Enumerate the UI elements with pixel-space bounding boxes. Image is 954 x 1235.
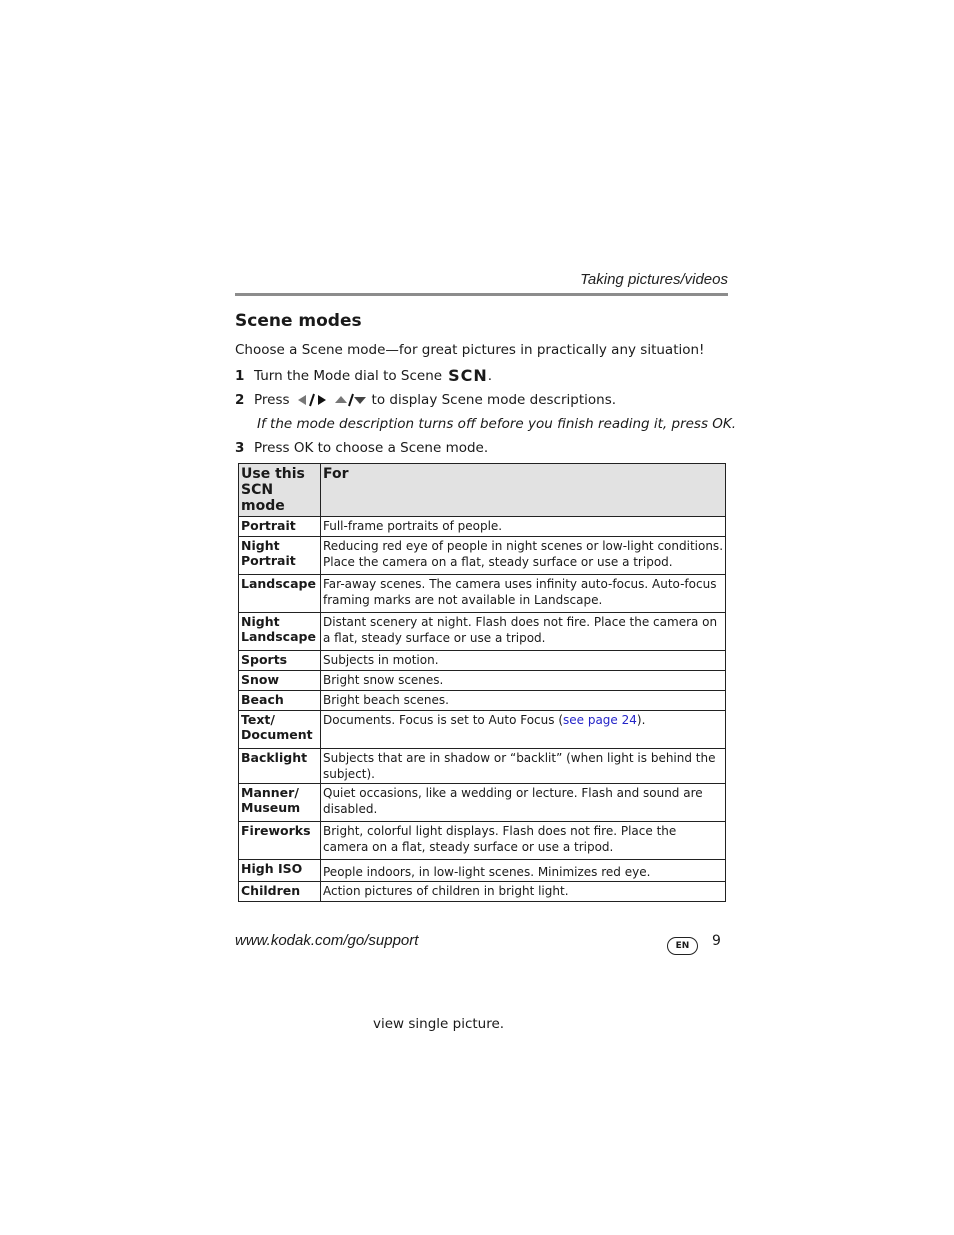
scene-modes-table xyxy=(238,463,726,902)
mode-description: People indoors, in low-light scenes. Minimizes red eye. xyxy=(321,860,726,882)
mode-description: Action pictures of children in bright light. xyxy=(321,882,726,902)
stray-text: view single picture. xyxy=(373,1016,505,1032)
mode-name: Children xyxy=(239,882,321,902)
table-header-row xyxy=(239,464,726,517)
step-suffix: . xyxy=(487,367,493,384)
mode-name: Text/ Document xyxy=(239,711,321,749)
step-number: 2 xyxy=(235,392,245,408)
header-rule xyxy=(235,293,728,296)
step-text: Press OK to choose a Scene mode. xyxy=(254,440,489,456)
scn-mode-icon: SCN xyxy=(448,366,488,385)
table-row xyxy=(239,575,726,613)
mode-name: Snow xyxy=(239,671,321,691)
table-row xyxy=(239,651,726,671)
mode-description: Full-frame portraits of people. xyxy=(321,517,726,537)
table-row xyxy=(239,671,726,691)
see-page-link[interactable]: see page 24 xyxy=(563,713,637,727)
left-right-arrows-icon xyxy=(298,393,326,407)
step-2 xyxy=(235,392,616,408)
column-header-mode: Use this SCN mode xyxy=(239,464,321,517)
mode-name: Beach xyxy=(239,691,321,711)
table-row xyxy=(239,822,726,860)
mode-description: Subjects that are in shadow or “backlit” (when light is behind the subject). xyxy=(321,749,726,784)
column-header-for: For xyxy=(321,464,726,517)
mode-description: Quiet occasions, like a wedding or lecture. Flash and sound are disabled. xyxy=(321,784,726,822)
mode-description: Subjects in motion. xyxy=(321,651,726,671)
mode-name: Night Portrait xyxy=(239,537,321,575)
mode-description: Bright beach scenes. xyxy=(321,691,726,711)
table-row xyxy=(239,860,726,882)
table-row xyxy=(239,613,726,651)
mode-name: Manner/ Museum xyxy=(239,784,321,822)
table-row xyxy=(239,882,726,902)
step-number: 3 xyxy=(235,440,245,456)
mode-description: Bright, colorful light displays. Flash does not fire. Place the camera on a flat, steady surface or use a tripod. xyxy=(321,822,726,860)
mode-name: Portrait xyxy=(239,517,321,537)
language-badge: EN xyxy=(667,937,698,955)
page-title: Scene modes xyxy=(235,311,362,331)
step-3 xyxy=(235,440,488,456)
step-note: If the mode description turns off before you finish reading it, press OK. xyxy=(257,416,737,432)
table-row xyxy=(239,517,726,537)
mode-description: Distant scenery at night. Flash does not fire. Place the camera on a flat, steady surface or use a tripod. xyxy=(321,613,726,651)
table-row xyxy=(239,749,726,784)
table-row xyxy=(239,784,726,822)
mode-description xyxy=(321,711,726,749)
table-row xyxy=(239,537,726,575)
description-text-end: ). xyxy=(636,713,646,727)
step-1 xyxy=(235,366,492,385)
table-row xyxy=(239,691,726,711)
mode-name: Night Landscape xyxy=(239,613,321,651)
mode-name: Fireworks xyxy=(239,822,321,860)
step-suffix: to display Scene mode descriptions. xyxy=(371,392,617,408)
mode-description: Far-away scenes. The camera uses infinity auto-focus. Auto-focus framing marks are not available in Landscape. xyxy=(321,575,726,613)
mode-name: High ISO xyxy=(239,860,321,882)
step-number: 1 xyxy=(235,367,245,384)
mode-name: Sports xyxy=(239,651,321,671)
step-prefix: Press xyxy=(254,392,290,408)
up-down-arrows-icon xyxy=(334,393,366,407)
intro-text: Choose a Scene mode—for great pictures in practically any situation! xyxy=(235,342,705,358)
running-header: Taking pictures/videos xyxy=(580,271,728,288)
mode-name: Landscape xyxy=(239,575,321,613)
page-number: 9 xyxy=(712,933,721,949)
mode-description: Bright snow scenes. xyxy=(321,671,726,691)
mode-description: Reducing red eye of people in night scenes or low-light conditions. Place the camera on a flat, steady surface or use a tripod. xyxy=(321,537,726,575)
support-url-link[interactable]: www.kodak.com/go/support xyxy=(235,932,419,949)
step-text: Turn the Mode dial to Scene xyxy=(254,367,443,384)
mode-name: Backlight xyxy=(239,749,321,784)
description-text: Documents. Focus is set to Auto Focus ( xyxy=(323,713,563,727)
table-row xyxy=(239,711,726,749)
